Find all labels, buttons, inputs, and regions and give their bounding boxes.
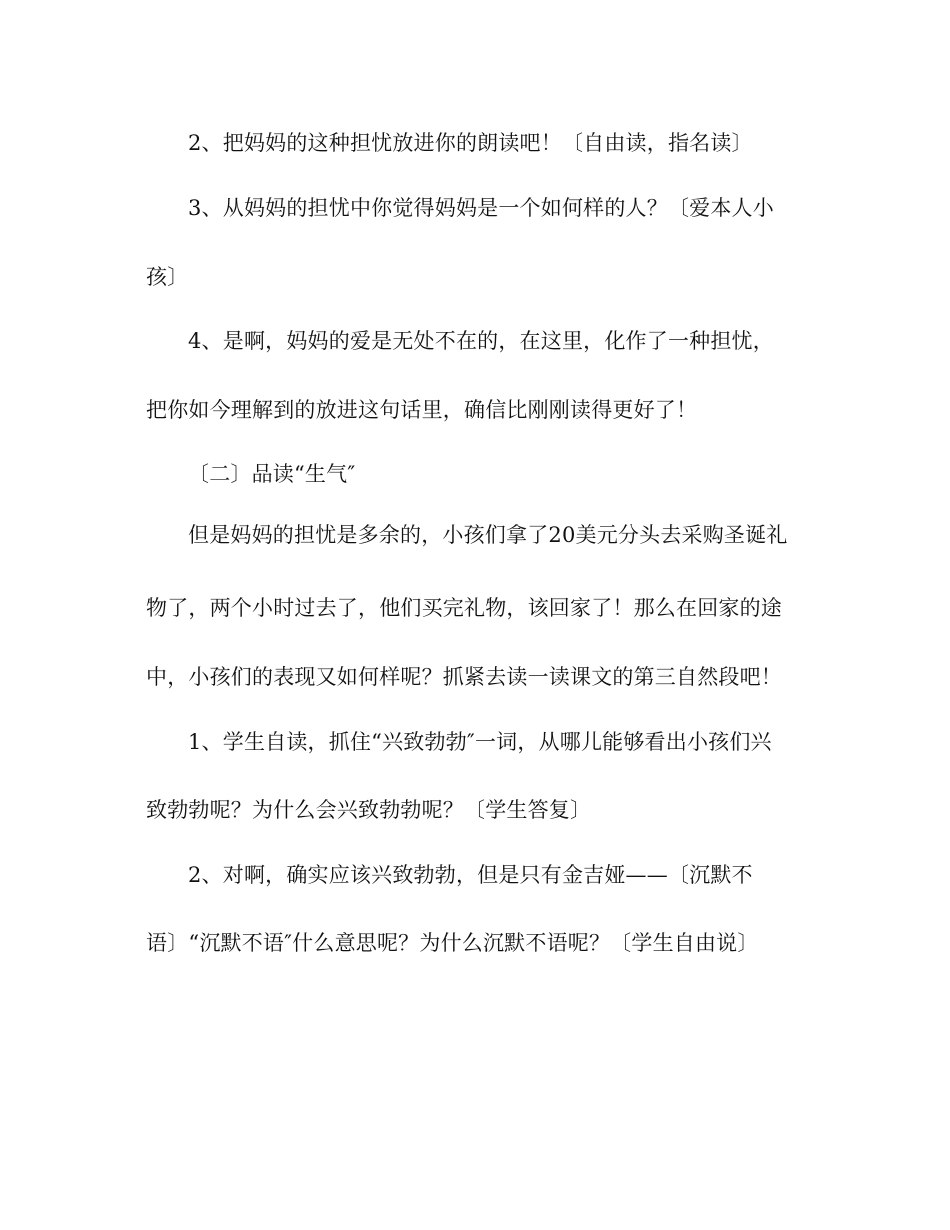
paragraph-line-12: 2、对啊，确实应该兴致勃勃，但是只有金吉娅——〔沉默不 — [188, 863, 753, 887]
section-heading: 〔二〕品读“生气″ — [188, 462, 356, 486]
paragraph-line-4: 4、是啊，妈妈的爱是无处不在的，在这里，化作了一种担忧， — [188, 329, 774, 353]
paragraph-line-11: 致勃勃呢？为什么会兴致勃勃呢？〔学生答复〕 — [146, 798, 592, 822]
paragraph-line-13: 语〕“沉默不语″什么意思呢？为什么沉默不语呢？〔学生自由说〕 — [146, 931, 759, 955]
paragraph-line-3: 孩〕 — [146, 265, 189, 289]
paragraph-line-10: 1、学生自读，抓住“兴致勃勃″一词，从哪儿能够看出小孩们兴 — [188, 730, 772, 754]
paragraph-line-7: 但是妈妈的担忧是多余的，小孩们拿了20美元分头去采购圣诞礼 — [188, 523, 788, 547]
paragraph-line-1: 2、把妈妈的这种担忧放进你的朗读吧！〔自由读，指名读〕 — [188, 131, 753, 155]
paragraph-line-9: 中，小孩们的表现又如何样呢？抓紧去读一读课文的第三自然段吧！ — [146, 665, 782, 689]
paragraph-line-5: 把你如今理解到的放进这句话里，确信比刚刚读得更好了！ — [146, 398, 698, 422]
paragraph-line-2: 3、从妈妈的担忧中你觉得妈妈是一个如何样的人？〔爱本人小 — [188, 196, 774, 220]
paragraph-line-8: 物了，两个小时过去了，他们买完礼物，该回家了！那么在回家的途 — [146, 596, 782, 620]
